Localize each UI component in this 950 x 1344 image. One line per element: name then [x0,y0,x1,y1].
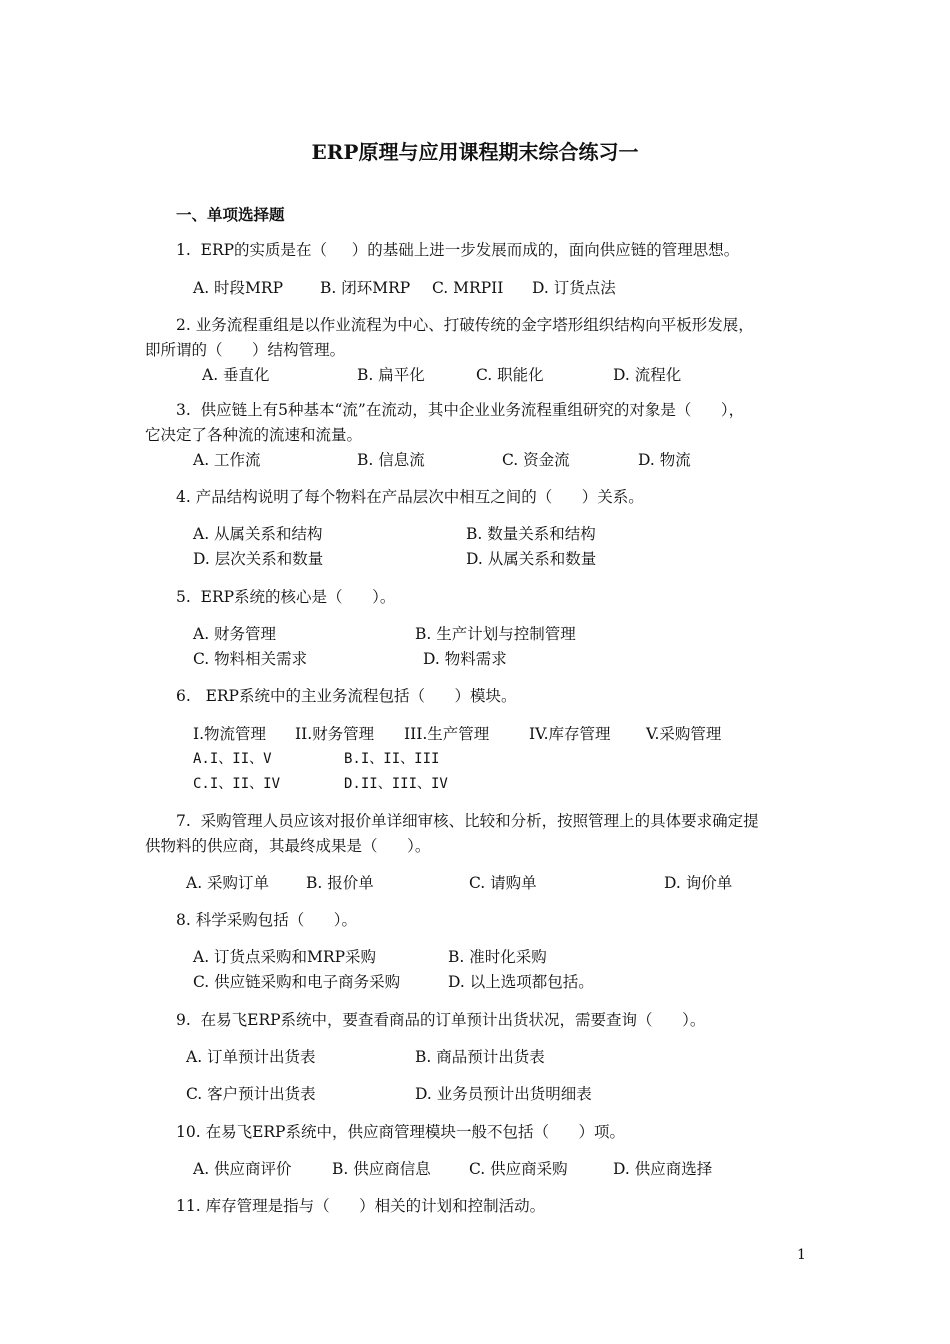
question-9-option-d: D. 业务员预计出货明细表 [415,1085,592,1103]
question-4-option-a: A. 从属关系和结构 [193,525,323,543]
question-11-stem: 11. 库存管理是指与（ ）相关的计划和控制活动。 [176,1197,546,1215]
question-3-option-a: A. 工作流 [193,451,261,469]
question-8-option-c: C. 供应链采购和电子商务采购 [193,973,401,991]
question-10-option-b: B. 供应商信息 [332,1160,431,1178]
question-6-option-d: D.II、III、IV [344,776,448,792]
question-8-stem: 8. 科学采购包括（ ）。 [176,911,358,929]
question-7-option-a: A. 采购订单 [186,874,270,892]
question-3-option-c: C. 资金流 [502,451,570,469]
question-3-option-d: D. 物流 [638,451,691,469]
question-4-option-c: D. 层次关系和数量 [193,550,324,568]
question-6-item-3: III.生产管理 [404,725,490,743]
question-4-option-b: B. 数量关系和结构 [466,525,596,543]
page-title: ERP原理与应用课程期末综合练习一 [311,140,639,164]
question-4-option-d: D. 从属关系和数量 [466,550,597,568]
question-2-stem-line-2: 即所谓的（ ）结构管理。 [145,341,346,359]
question-10-option-a: A. 供应商评价 [193,1160,292,1178]
question-6-stem: 6. ERP系统中的主业务流程包括（ ）模块。 [176,687,517,705]
question-6-option-a: A.I、II、V [193,751,272,767]
question-8-option-a: A. 订货点采购和MRP采购 [193,948,377,966]
question-7-stem-line-2: 供物料的供应商，其最终成果是（ ）。 [145,837,431,855]
question-5-option-d: D. 物料需求 [423,650,507,668]
question-9-option-b: B. 商品预计出货表 [415,1048,545,1066]
question-8-option-b: B. 准时化采购 [448,948,547,966]
question-10-option-c: C. 供应商采购 [469,1160,568,1178]
question-1-option-c: C. MRPII [432,279,504,297]
question-5-option-b: B. 生产计划与控制管理 [415,625,576,643]
question-6-option-c: C.I、II、IV [193,776,281,792]
question-1-stem: 1. ERP的实质是在（ ）的基础上进一步发展而成的，面向供应链的管理思想。 [176,241,740,259]
question-3-option-b: B. 信息流 [357,451,425,469]
question-2-option-d: D. 流程化 [613,366,682,384]
question-8-option-d: D. 以上选项都包括。 [448,973,594,991]
question-6-option-b: B.I、II、III [344,751,440,767]
question-7-option-d: D. 询价单 [664,874,733,892]
question-5-option-c: C. 物料相关需求 [193,650,308,668]
question-2-option-b: B. 扁平化 [357,366,425,384]
question-1-option-d: D. 订货点法 [532,279,616,297]
question-5-stem: 5. ERP系统的核心是（ ）。 [176,588,396,606]
question-9-stem: 9. 在易飞ERP系统中，要查看商品的订单预计出货状况，需要查询（ ）。 [176,1011,706,1029]
question-4-stem: 4. 产品结构说明了每个物料在产品层次中相互之间的（ ）关系。 [176,488,644,506]
page-number: 1 [797,1247,806,1263]
question-10-option-d: D. 供应商选择 [613,1160,713,1178]
question-2-option-c: C. 职能化 [476,366,544,384]
question-1-option-b: B. 闭环MRP [320,279,411,297]
question-7-option-c: C. 请购单 [469,874,537,892]
question-6-item-2: II.财务管理 [295,725,375,743]
question-5-option-a: A. 财务管理 [193,625,277,643]
question-3-stem-line-2: 它决定了各种流的流速和流量。 [145,426,363,444]
question-6-item-5: V.采购管理 [646,725,722,743]
question-6-item-1: I.物流管理 [193,725,267,743]
question-9-option-c: C. 客户预计出货表 [186,1085,316,1103]
question-10-stem: 10. 在易飞ERP系统中，供应商管理模块一般不包括（ ）项。 [176,1123,626,1141]
question-7-stem-line-1: 7. 采购管理人员应该对报价单详细审核、比较和分析，按照管理上的具体要求确定提 [176,812,759,830]
question-2-stem-line-1: 2. 业务流程重组是以作业流程为中心、打破传统的金字塔形组织结构向平板形发展， [176,316,754,334]
question-6-item-4: IV.库存管理 [529,725,611,743]
question-1-option-a: A. 时段MRP [193,279,284,297]
section-heading: 一、单项选择题 [176,205,285,224]
question-7-option-b: B. 报价单 [306,874,374,892]
question-2-option-a: A. 垂直化 [202,366,270,384]
question-3-stem-line-1: 3. 供应链上有5种基本“流”在流动，其中企业业务流程重组研究的对象是（ ）， [176,401,745,419]
question-9-option-a: A. 订单预计出货表 [186,1048,316,1066]
